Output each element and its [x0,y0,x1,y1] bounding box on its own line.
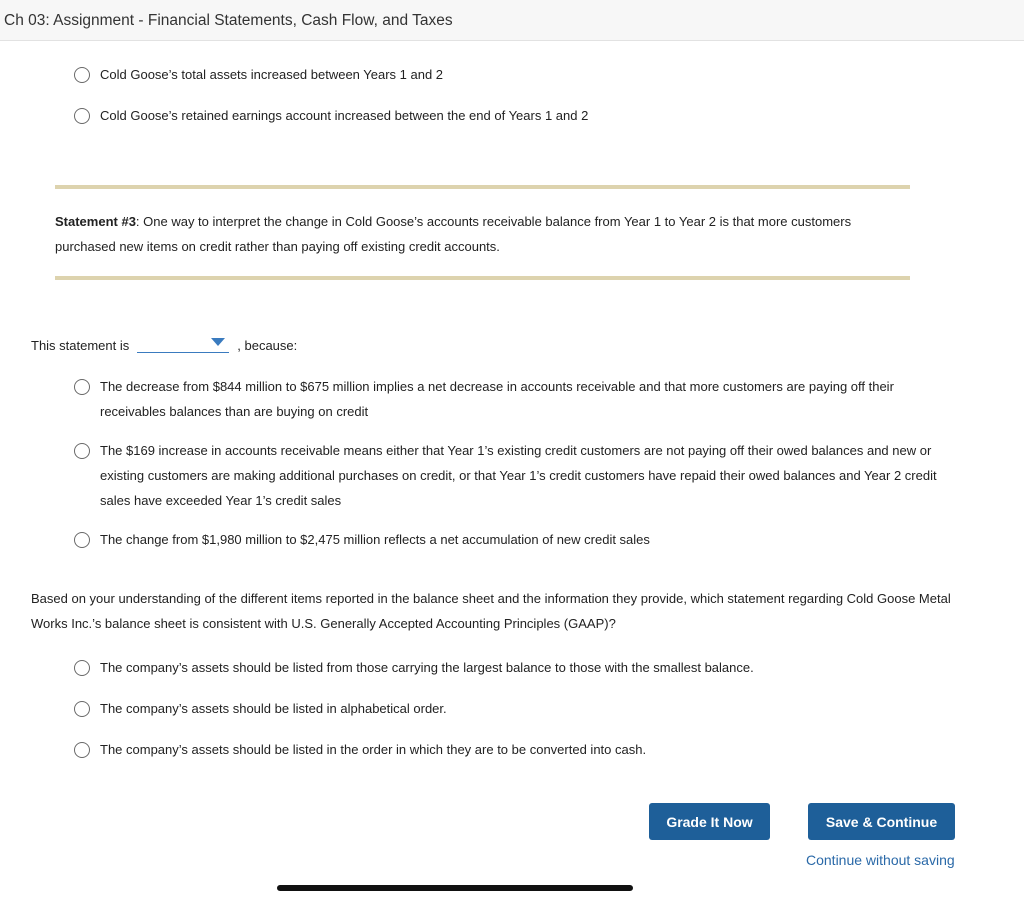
radio-button[interactable] [74,379,90,395]
radio-button[interactable] [74,660,90,676]
option-label: The decrease from $844 million to $675 million implies a net decrease in accounts receivable and that more customers are paying off their receivables balances than are buying on credit [100,379,894,419]
option-largest-balance[interactable] [74,659,944,680]
option-increase-169[interactable] [74,442,944,513]
divider [55,276,910,280]
statement-text: : One way to interpret the change in Cold Goose’s accounts receivable balance from Year 1 to Year 2 is that more customers purchased new items on credit rather than paying off existing credit accounts. [55,214,852,254]
option-change-1980[interactable] [74,531,944,552]
save-and-continue-button[interactable]: Save & Continue [808,803,955,840]
radio-button[interactable] [74,443,90,459]
gaap-question: Based on your understanding of the different items reported in the balance sheet and the information they provide, which statement regarding Cold Goose Metal Works Inc.’s balance sheet is consistent with U.S. Generally Accepted Accounting Principles (GAAP)? [31,591,951,631]
radio-button[interactable] [74,532,90,548]
statement-answer-row [31,334,297,353]
true-false-dropdown[interactable] [137,334,229,353]
statement-3 [55,209,875,259]
option-label: The $169 increase in accounts receivable means either that Year 1’s existing credit customers are not paying off their owed balances and new or existing customers are making additional purchases on credit, or that Year 1’s credit customers have repaid their owed balances and Year 2 credit sales have exceeded Year 1’s credit sales [100,443,937,508]
divider [55,185,910,189]
statement-label: Statement #3 [55,214,136,229]
radio-button[interactable] [74,108,90,124]
option-retained-earnings[interactable] [74,107,934,128]
option-decrease-844[interactable] [74,378,944,424]
statement-prefix: This statement is [31,338,130,353]
statement-suffix: , because: [237,338,298,353]
option-label: Cold Goose’s retained earnings account increased between the end of Years 1 and 2 [100,108,589,123]
chevron-down-icon [211,338,225,346]
page-title: Ch 03: Assignment - Financial Statements, Cash Flow, and Taxes [4,12,453,29]
option-label: The company’s assets should be listed in the order in which they are to be converted into cash. [100,742,647,757]
option-label: The company’s assets should be listed in alphabetical order. [100,701,447,716]
option-alphabetical[interactable] [74,700,944,721]
radio-button[interactable] [74,67,90,83]
option-liquidity-order[interactable] [74,741,944,762]
option-label: The change from $1,980 million to $2,475 million reflects a net accumulation of new credit sales [100,532,650,547]
option-label: Cold Goose’s total assets increased between Years 1 and 2 [100,67,444,82]
option-label: The company’s assets should be listed from those carrying the largest balance to those with the smallest balance. [100,660,754,675]
radio-button[interactable] [74,701,90,717]
radio-button[interactable] [74,742,90,758]
option-total-assets[interactable] [74,66,934,87]
assignment-header [0,0,1024,41]
grade-it-now-button[interactable]: Grade It Now [649,803,770,840]
continue-without-saving-link[interactable]: Continue without saving [806,852,955,868]
home-indicator [277,885,633,891]
